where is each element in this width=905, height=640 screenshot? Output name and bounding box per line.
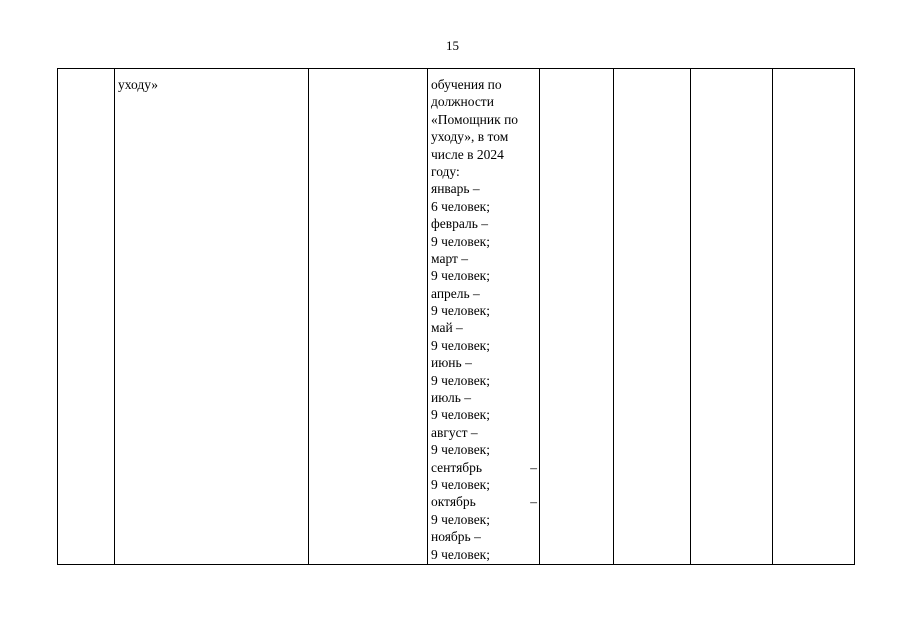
cell-line-text: 9 человек; [431,268,490,284]
cell-line-text: должности [431,94,494,110]
cell-line-text: апрель – [431,285,480,301]
cell-line-text: 6 человек; [431,198,490,214]
cell-line-text: 9 человек; [431,303,490,319]
cell-line-text: обучения по [431,77,502,92]
column-divider [690,68,691,565]
cell-line [431,424,537,441]
cell-line [431,354,537,371]
cell-line [431,302,537,319]
cell-line [431,146,537,163]
table-cell-col2: уходу» [118,77,159,92]
column-divider [613,68,614,565]
cell-line-text: август – [431,424,478,440]
cell-line-dash: – [530,459,537,475]
cell-line [431,76,537,93]
cell-line-text: 9 человек; [431,337,490,353]
cell-line [431,476,537,493]
cell-line [431,546,537,563]
cell-line-text: март – [431,250,469,266]
cell-line-text: «Помощник по [431,111,519,127]
cell-line-text: числе в 2024 [431,146,504,162]
cell-line-text: году: [431,163,460,179]
cell-line [431,111,537,128]
page-number: 15 [446,38,459,53]
cell-line [431,198,537,215]
cell-line [431,163,537,180]
cell-line-text: 9 человек; [431,372,490,388]
cell-line [431,406,537,423]
table-cell-col4 [431,76,537,563]
column-divider [114,68,115,565]
cell-line-text: 9 человек; [431,476,490,492]
cell-line-text: 9 человек; [431,511,490,527]
cell-line [431,441,537,458]
cell-line [431,372,537,389]
cell-line-text: май – [431,320,463,336]
cell-line-text: октябрь [431,494,476,510]
cell-line [431,93,537,110]
cell-line [431,337,537,354]
column-divider [427,68,428,565]
cell-line-text: сентябрь [431,459,483,475]
cell-line-text: февраль – [431,216,488,232]
cell-line [431,459,537,476]
cell-line [431,215,537,232]
cell-line [431,233,537,250]
cell-line-text: июль – [431,390,471,406]
cell-line [431,285,537,302]
cell-line-dash: – [530,494,537,510]
column-divider [772,68,773,565]
column-divider [539,68,540,565]
cell-line [431,511,537,528]
cell-line [431,267,537,284]
cell-line [431,250,537,267]
cell-line-text: ноябрь – [431,529,481,545]
cell-line [431,493,537,510]
cell-line-text: 9 человек; [431,407,490,423]
cell-line [431,128,537,145]
cell-line-text: июнь – [431,355,472,371]
cell-line-text: 9 человек; [431,442,490,458]
cell-line-text: 9 человек; [431,233,490,249]
cell-line [431,528,537,545]
cell-line [431,180,537,197]
cell-line-text: 9 человек; [431,546,490,562]
cell-line [431,389,537,406]
column-divider [308,68,309,565]
cell-line [431,319,537,336]
cell-line-text: январь – [431,181,480,197]
cell-line-text: уходу», в том [431,129,509,145]
